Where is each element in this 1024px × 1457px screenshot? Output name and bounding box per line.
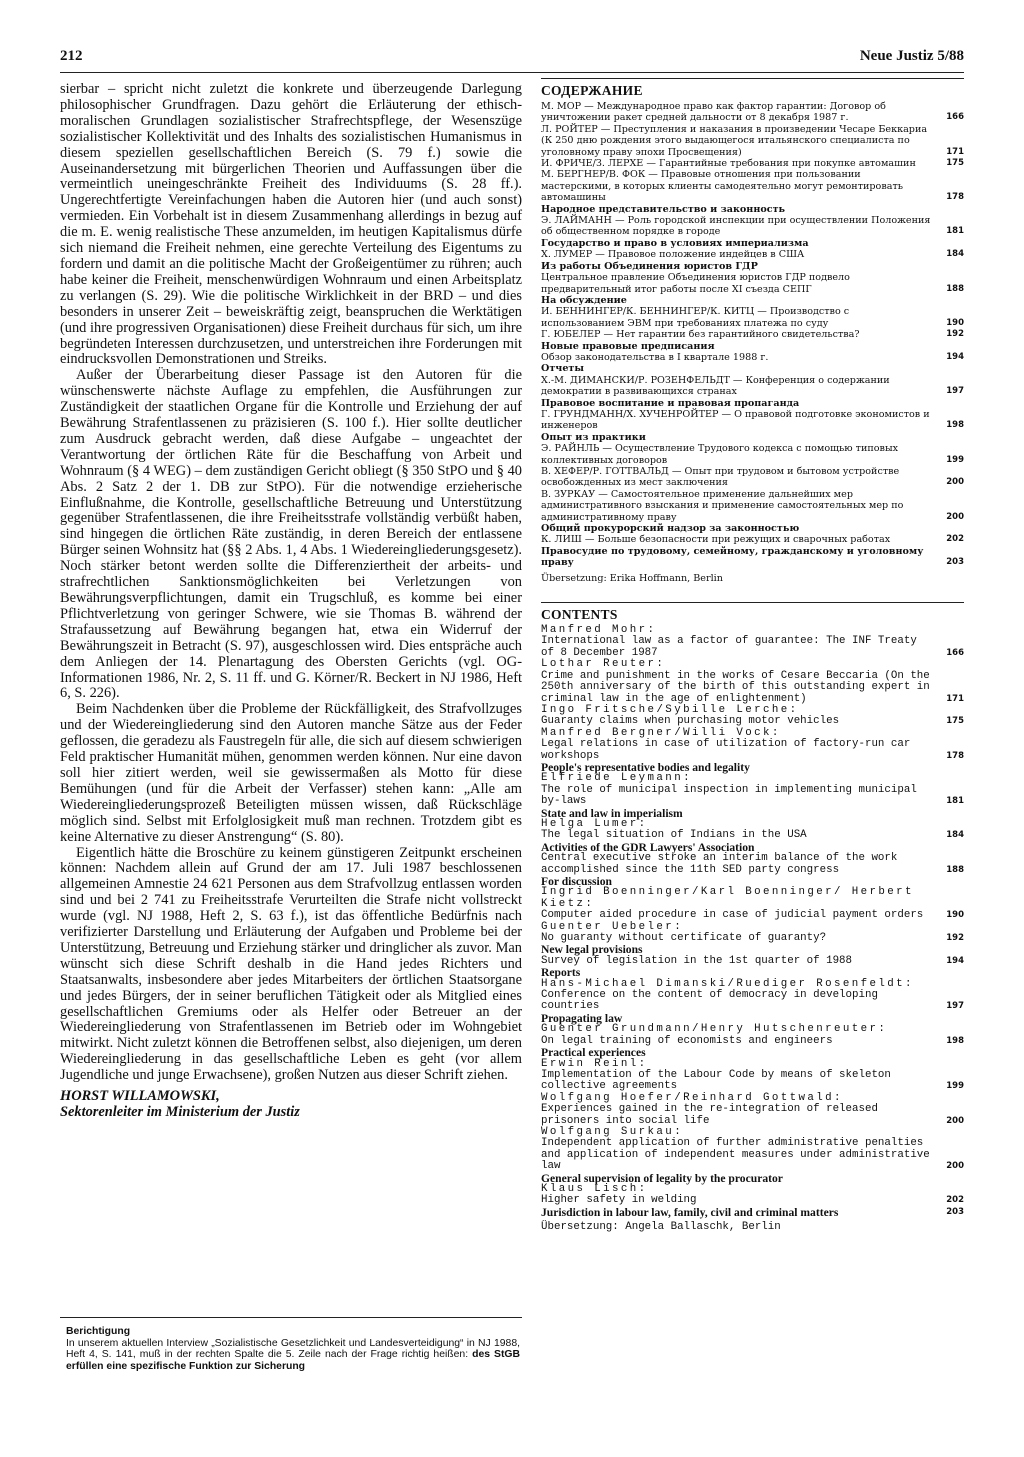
- entry-title: Experiences gained in the re-integration of released prisoners into social life: [541, 1103, 878, 1127]
- contents-entry: [541, 489, 964, 523]
- ru-contents-heading: СОДЕРЖАНИЕ: [541, 83, 643, 98]
- contents-entry: [541, 124, 964, 158]
- article-paragraph: Beim Nachdenken über die Probleme der Rückfälligkeit, des Strafvollzuges und der Wiedereingliederung sind den Autoren manche Sätze aus der Feder geflossen, die geradezu als Faustregeln für alle, die sich auf diesem schwierigen Feld praktischer Humanität mühen, genommen werden können. Nur eine davon soll hier zitiert werden, weil sie gewissermaßen als Motto für diese Bemühungen (und für die Arbeit der Verfasser) stehen kann: „Alle am Wiedereingliederungsprozeß Beteiligten müssen wissen, daß Rückschläge möglich sind. Selbst mit Erfolglosigkeit muß man rechnen. Trotzdem gibt es keine Alternative zu dieser Anstrengung“ (S. 80).: [60, 701, 522, 845]
- page-header: [60, 46, 964, 73]
- entry-author: Wolfgang Hoefer/Reinhard Gottwald:: [541, 1091, 843, 1104]
- journal-issue: Neue Justiz 5/88: [859, 48, 964, 64]
- correction-title: Berichtigung: [66, 1326, 131, 1337]
- category-label: Jurisdiction in labour law, family, civil and criminal matters: [541, 1205, 839, 1219]
- category-label: People's representative bodies and legality: [541, 760, 750, 774]
- entry-title: The legal situation of Indians in the USA: [541, 829, 807, 842]
- contents-entry: [541, 819, 964, 842]
- correction-text: In unserem aktuellen Interview „Sozialistische Gesetzlichkeit und Landesverteidigung“ in NJ 1988, Heft 4, S. 141, muß in der rechten Spalte die 5. Zeile nach der Frage richtig heißen:: [66, 1337, 520, 1361]
- category-label: For discussion: [541, 875, 612, 888]
- category-label: State and law in imperialism: [541, 806, 683, 820]
- entry-title: Х.-М. ДИМАНСКИ/Р. РОЗЕНФЕЛЬДТ — Конференция о содержании демократии в развивающихся странах: [541, 374, 890, 398]
- article-paragraph: Außer der Überarbeitung dieser Passage ist den Autoren für die wünschenswerte nächste Auflage zu empfehlen, die Ausführungen zur Zuständigkeit der staatlichen Organe für die Kontrolle und Erziehung der auf Bewährung Strafentlassenen zu präzisieren (S. 100 f.). Hier sollte deutlicher zum Ausdruck gebracht werden, daß diese Aufgabe – ungeachtet der Verantwortung der örtlichen Räte für die Beschaffung von Arbeit und Wohnraum (§ 4 WEG) – dem zuständigen Gericht obliegt (§ 350 StPO und § 40 Abs. 2 Satz 2 der 1. DB zur StPO). Für die notwendige erzieherische Einflußnahme, die Kontrolle, gesellschaftliche Betreuung und Unterstützung gegenüber Strafentlassenen, die ihre Freiheitsstrafe vollständig verbüßt haben, sind hingegen die örtlichen Räte zuständig, in deren Bereich der entlassene Bürger seinen Wohnsitz hat (§§ 2 Abs. 1, 4 Abs. 1 Wiedereingliederungsgesetz). Noch stärker betont werden sollte die Differenziertheit der arbeits- und strafrechtlichen Sanktionsmöglichkeiten bei Verletzungen von Bewährungsverpflichtungen, damit ein Trugschluß, es komme bei einer Pflichtverletzung von geringer Schwere, wie sie Thomas B. während der Strafaussetzung auf Bewährung begangen hat, etwa ein Widerruf der Bewährungszeit in Betracht (S. 97), ausgeschlossen wird. Dies entspräche auch dem Anliegen der 14. Plenartagung des Obersten Gerichts (vgl. OG-Informationen 1986, Nr. 2, S. 11 ff. und G. Körner/R. Beckert in NJ 1986, Heft 6, S. 226).: [60, 367, 522, 702]
- category-label: General supervision of legality by the procurator: [541, 1171, 783, 1185]
- entry-author: Helga Lumer:: [541, 817, 648, 830]
- correction-notice: [66, 1326, 520, 1372]
- contents-category: [541, 432, 964, 443]
- signature: [60, 1088, 522, 1120]
- page-ref: 200: [946, 1115, 964, 1126]
- entry-author: Guenter Grundmann/Henry Hutschenreuter:: [541, 1023, 888, 1036]
- entry-title: Independent application of further administrative penalties and application of independent measures under administrative law: [541, 1137, 930, 1173]
- en-translation-credit: Übersetzung: Angela Ballaschk, Berlin: [541, 1221, 781, 1234]
- page-ref: 194: [946, 351, 964, 362]
- page-ref: 203: [946, 1206, 964, 1217]
- ru-contents-list: [541, 101, 964, 569]
- page-ref: 188: [946, 283, 964, 294]
- page-ref: 200: [946, 511, 964, 522]
- page-ref: 199: [946, 454, 964, 465]
- entry-author: Klaus Lisch:: [541, 1182, 648, 1195]
- contents-entry: [541, 1127, 964, 1173]
- entry-title: On legal training of economists and engineers: [541, 1034, 833, 1047]
- page-ref: 190: [946, 317, 964, 328]
- contents-entry: [541, 922, 964, 945]
- entry-title: М. МОР — Международное право как фактор гарантии: Договор об уничтожении ракет средней дальности от 8 декабря 1987 г.: [541, 101, 886, 124]
- page-ref: 198: [946, 420, 964, 431]
- entry-author: Erwin Reinl:: [541, 1057, 648, 1070]
- entry-author: Hans-Michael Dimanski/Ruediger Rosenfeldt:: [541, 977, 914, 990]
- entry-title: Computer aided procedure in case of judicial payment orders: [541, 909, 924, 922]
- page-ref: 194: [946, 955, 964, 966]
- contents-entry: [541, 272, 964, 295]
- page-ref: 192: [946, 329, 964, 340]
- contents-entry: [541, 1184, 964, 1207]
- contents-entry: [541, 352, 964, 363]
- contents-entry: [541, 534, 964, 545]
- entry-author: Wolfgang Surkau:: [541, 1125, 684, 1138]
- entry-title: Guaranty claims when purchasing motor vehicles: [541, 715, 840, 728]
- entry-title: В. ХЕФЕР/Р. ГОТТВАЛЬД — Опыт при трудовом и бытовом устройстве освобожденных из мест заключения: [541, 466, 900, 489]
- contents-category: [541, 398, 964, 409]
- contents-entry: [541, 169, 964, 203]
- category-label: Новые правовые предписания: [541, 340, 715, 352]
- page-ref: 181: [946, 796, 964, 807]
- contents-entry: [541, 773, 964, 807]
- category-label: Правовое воспитание и правовая пропаганда: [541, 397, 800, 409]
- en-contents-heading: CONTENTS: [541, 607, 618, 623]
- signature-name: HORST WILLAMOWSKI,: [60, 1088, 220, 1105]
- contents-column: [541, 78, 964, 1234]
- page-ref: 192: [946, 933, 964, 944]
- page-ref: 198: [946, 1035, 964, 1046]
- entry-author: Manfred Mohr:: [541, 624, 657, 637]
- contents-category: [541, 204, 964, 215]
- page-ref: 171: [946, 693, 964, 704]
- page-ref: 184: [946, 249, 964, 260]
- en-contents-list: [541, 625, 964, 1218]
- entry-title: И. ФРИЧЕ/З. ЛЕРХЕ — Гарантийные требования при покупке автомашин: [541, 158, 916, 170]
- entry-title: Обзор законодательства в I квартале 1988 г.: [541, 351, 769, 363]
- contents-category: [541, 238, 964, 249]
- page-ref: 190: [946, 910, 964, 921]
- entry-title: Э. ЛАЙМАНН — Роль городской инспекции при осуществлении Положения об общественном порядке в городе: [541, 215, 931, 238]
- contents-entry: [541, 887, 964, 921]
- category-label: Отчеты: [541, 363, 584, 375]
- ru-translation-credit: Übersetzung: Erika Hoffmann, Berlin: [541, 572, 723, 584]
- entry-author: Ingrid Boenninger/Karl Boenninger/ Herbert Kietz:: [541, 886, 914, 910]
- page-ref: 197: [946, 1001, 964, 1012]
- contents-entry: [541, 1093, 964, 1127]
- category-label: Опыт из практики: [541, 431, 646, 443]
- category-label: Народное представительство и законность: [541, 203, 786, 215]
- category-label: Practical experiences: [541, 1046, 646, 1060]
- entry-author: Guenter Uebeler:: [541, 920, 684, 933]
- category-label: На обсуждение: [541, 294, 627, 306]
- category-label: Propagating law: [541, 1011, 623, 1025]
- contents-category: [541, 967, 964, 978]
- contents-entry: [541, 158, 964, 169]
- page-ref: 199: [946, 1081, 964, 1092]
- contents-entry: [541, 409, 964, 432]
- contents-entry: [541, 956, 964, 967]
- page-ref: 166: [946, 112, 964, 123]
- divider: [541, 78, 964, 79]
- category-label: Reports: [541, 966, 581, 980]
- page-ref: 188: [946, 864, 964, 875]
- page-ref: 178: [946, 750, 964, 761]
- page-ref: 202: [946, 534, 964, 545]
- contents-entry: [541, 306, 964, 329]
- entry-title: Э. РАЙНЛЬ — Осуществление Трудового кодекса с помощью типовых коллективных договоров: [541, 443, 898, 466]
- contents-entry: [541, 215, 964, 238]
- page-ref: 200: [946, 1161, 964, 1172]
- contents-category: [541, 261, 964, 272]
- page-number: 212: [60, 48, 83, 64]
- contents-entry: [541, 101, 964, 124]
- contents-entry: [541, 466, 964, 489]
- entry-title: International law as a factor of guarantee: The INF Treaty of 8 December 1987: [541, 635, 917, 659]
- contents-category: [541, 546, 964, 569]
- contents-category: [541, 341, 964, 352]
- contents-entry: [541, 1059, 964, 1093]
- article-paragraph: Eigentlich hätte die Broschüre zu keinem günstigeren Zeitpunkt erscheinen können: Nachdem allein auf Grund der am 17. Juli 1987 beschlossenen allgemeinen Amnestie 24 621 Personen aus dem Strafvollzug entlassen worden sind und bei 2 741 zu Freiheitsstrafe Verurteilten die Strafe nicht vollstreckt wurde (vgl. NJ 1988, Heft 2, S. 63 f.), ist das öffentliche Bedürfnis nach verifizierter Darstellung und Erläuterung der Aufgaben und Probleme bei der Unterstützung, Betreuung und Erziehung stärker und dringlicher als zuvor. Man wünscht sich diese Schrift deshalb in die Hand jedes Richters und Staatsanwalts, insbesondere aber jedes Mitarbeiters der örtlichen Staatsorgane und jedes Bürgers, der in seiner beruflichen Tätigkeit oder als Mitglied eines gesellschaftlichen Gremiums oder als Helfer oder Betreuer an der Wiedereingliederung von Strafentlassenen im Betrieb oder im Wohngebiet mitwirkt. Nicht zuletzt können die Betroffenen selbst, also diejenigen, um deren Wiedereingliederung in das gesellschaftliche Leben es geht (vor allem Jugendliche und junge Erwachsene), großen Nutzen aus dieser Schrift ziehen.: [60, 844, 522, 1084]
- divider: [541, 602, 964, 603]
- category-label: Activities of the GDR Lawyers' Association: [541, 840, 755, 854]
- contents-entry: [541, 443, 964, 466]
- contents-entry: [541, 249, 964, 260]
- entry-title: The role of municipal inspection in implementing municipal by-laws: [541, 783, 917, 808]
- article-paragraph: sierbar – spricht nicht zuletzt die konkrete und überzeugende Darlegung philosophischer Grundfragen. Dazu gehört die Erläuterung der ethisch-moralischen Grundlagen sozialistischer Strafrechtspflege, der Wesenszüge sozialistischer Kollektivität und des Inhalts des sozialistischen Humanismus in diesem speziellen gesellschaftlichen Bereich (S. 79 f.) sowie die Auseinandersetzung mit bürgerlichen Theorien und Auffassungen über die vermeintlich uneingeschränkte Freiheit des Individuums (S. 28 ff.). Ungerechtfertigte Vereinfachungen haben die Autoren hier (und auch sonst) vermieden. Ein Vorbehalt ist in diesem Zusammenhang allerdings in bezug auf die m. E. wenig realistische These anzumelden, im heutigen Kapitalismus dürfe sich niemand die Freiheit nehmen, eine gerechte Verteilung des Eigentums zu fordern und damit an die politische Macht der Großeigentümer zu rühren; auch habe keiner die Freiheit, menschenwürdigen Wohnraum und einen Arbeitsplatz zu verlangen (S. 29). Wie die politische Wirklichkeit in der BRD – und dies besonders in unserer Zeit – beweiskräftig zeigt, beanspruchen die Werktätigen (und ihre progressiven Organisationen) diese Freiheit durchaus für sich, um ihre begründeten Interessen durchzusetzen, und unterstreichen ihre Forderungen mit eindrucksvollen Demonstrationen und Streiks.: [60, 81, 522, 368]
- category-label: New legal provisions: [541, 943, 643, 957]
- entry-title: И. БЕННИНГЕР/К. БЕННИНГЕР/К. КИТЦ — Производство с использованием ЭВМ при требованиях платежа по суду: [541, 306, 850, 329]
- contents-entry: [541, 979, 964, 1013]
- page-ref: 184: [946, 830, 964, 841]
- entry-title: В. ЗУРКАУ — Самостоятельное применение дальнейших мер административного взыскания и применение самостоятельных мер по административному праву: [541, 488, 904, 523]
- entry-title: Conference on the content of democracy in developing countries: [541, 989, 878, 1013]
- entry-title: Crime and punishment in the works of Cesare Beccaria (On the 250th anniversary of the birth of this outstanding expert in criminal law in the age of enlightenment): [541, 669, 930, 705]
- page-ref: 175: [946, 716, 964, 727]
- page-ref: 178: [946, 192, 964, 203]
- entry-title: Г. ГРУНДМАНН/Х. ХУЧЕНРОЙТЕР — О правовой подготовке экономистов и инженеров: [541, 408, 930, 432]
- contents-entry: [541, 1024, 964, 1047]
- contents-entry: [541, 705, 964, 728]
- page-ref: 171: [946, 146, 964, 157]
- entry-title: Х. ЛУМЕР — Правовое положение индейцев в США: [541, 249, 805, 261]
- contents-category: [541, 1207, 964, 1218]
- page-ref: 166: [946, 647, 964, 658]
- article-column: [60, 82, 522, 1120]
- entry-title: Higher safety in welding: [541, 1194, 697, 1207]
- entry-title: Legal relations in case of utilization of factory-run car workshops: [541, 738, 911, 762]
- divider: [60, 1317, 522, 1318]
- entry-title: Л. РОЙТЕР — Преступления и наказания в произведении Чесаре Беккариа (К 250 дню рождения этого выдающегося итальянского специалиста по уголовному праву эпохи Просвещения): [541, 123, 928, 158]
- page-ref: 200: [946, 477, 964, 488]
- entry-title: Implementation of the Labour Code by means of skeleton collective agreements: [541, 1068, 891, 1093]
- entry-author: Manfred Bergner/Willi Vock:: [541, 726, 781, 739]
- contents-category: [541, 1047, 964, 1058]
- category-label: Из работы Объединения юристов ГДР: [541, 260, 758, 272]
- contents-entry: [541, 375, 964, 398]
- contents-entry: [541, 329, 964, 340]
- category-label: Правосудие по трудовому, семейному, гражданскому и уголовному праву: [541, 545, 924, 569]
- entry-title: Г. ЮБЕЛЕР — Нет гарантии без гарантийного свидетельства?: [541, 329, 860, 341]
- contents-category: [541, 523, 964, 534]
- contents-entry: [541, 728, 964, 762]
- page-ref: 181: [946, 226, 964, 237]
- contents-category: [541, 295, 964, 306]
- category-label: Государство и право в условиях империализма: [541, 237, 809, 249]
- contents-entry: [541, 853, 964, 876]
- entry-title: No guaranty without certificate of guaranty?: [541, 932, 827, 945]
- entry-title: М. БЕРГНЕР/В. ФОК — Правовые отношения при пользовании мастерскими, в которых клиенты самодеятельно могут ремонтировать автомашины: [541, 169, 903, 204]
- entry-title: Центральное правление Объединения юристов ГДР подвело предварительный итог работы после XI съезда СЕПГ: [541, 272, 850, 295]
- entry-author: Elfriede Leymann:: [541, 772, 692, 785]
- entry-author: Ingo Fritsche/Sybille Lerche:: [541, 703, 799, 716]
- entry-title: К. ЛИШ — Больше безопасности при режущих и сварочных работах: [541, 534, 891, 546]
- contents-entry: [541, 659, 964, 705]
- correction-text-bold: des StGB erfüllen eine spezifische Funktion zur Sicherung: [66, 1349, 520, 1372]
- contents-entry: [541, 625, 964, 659]
- entry-author: Lothar Reuter:: [541, 658, 666, 671]
- entry-title: Central executive stroke an interim balance of the work accomplished since the 11th SED party congress: [541, 852, 898, 876]
- contents-category: [541, 363, 964, 374]
- category-label: Общий прокурорский надзор за законностью: [541, 523, 800, 535]
- page-ref: 175: [946, 158, 964, 169]
- entry-title: Survey of legislation in the 1st quarter of 1988: [541, 954, 853, 967]
- page-ref: 203: [946, 557, 964, 568]
- page-ref: 202: [946, 1195, 964, 1206]
- page-ref: 197: [946, 386, 964, 397]
- signature-title: Sektorenleiter im Ministerium der Justiz: [60, 1104, 300, 1121]
